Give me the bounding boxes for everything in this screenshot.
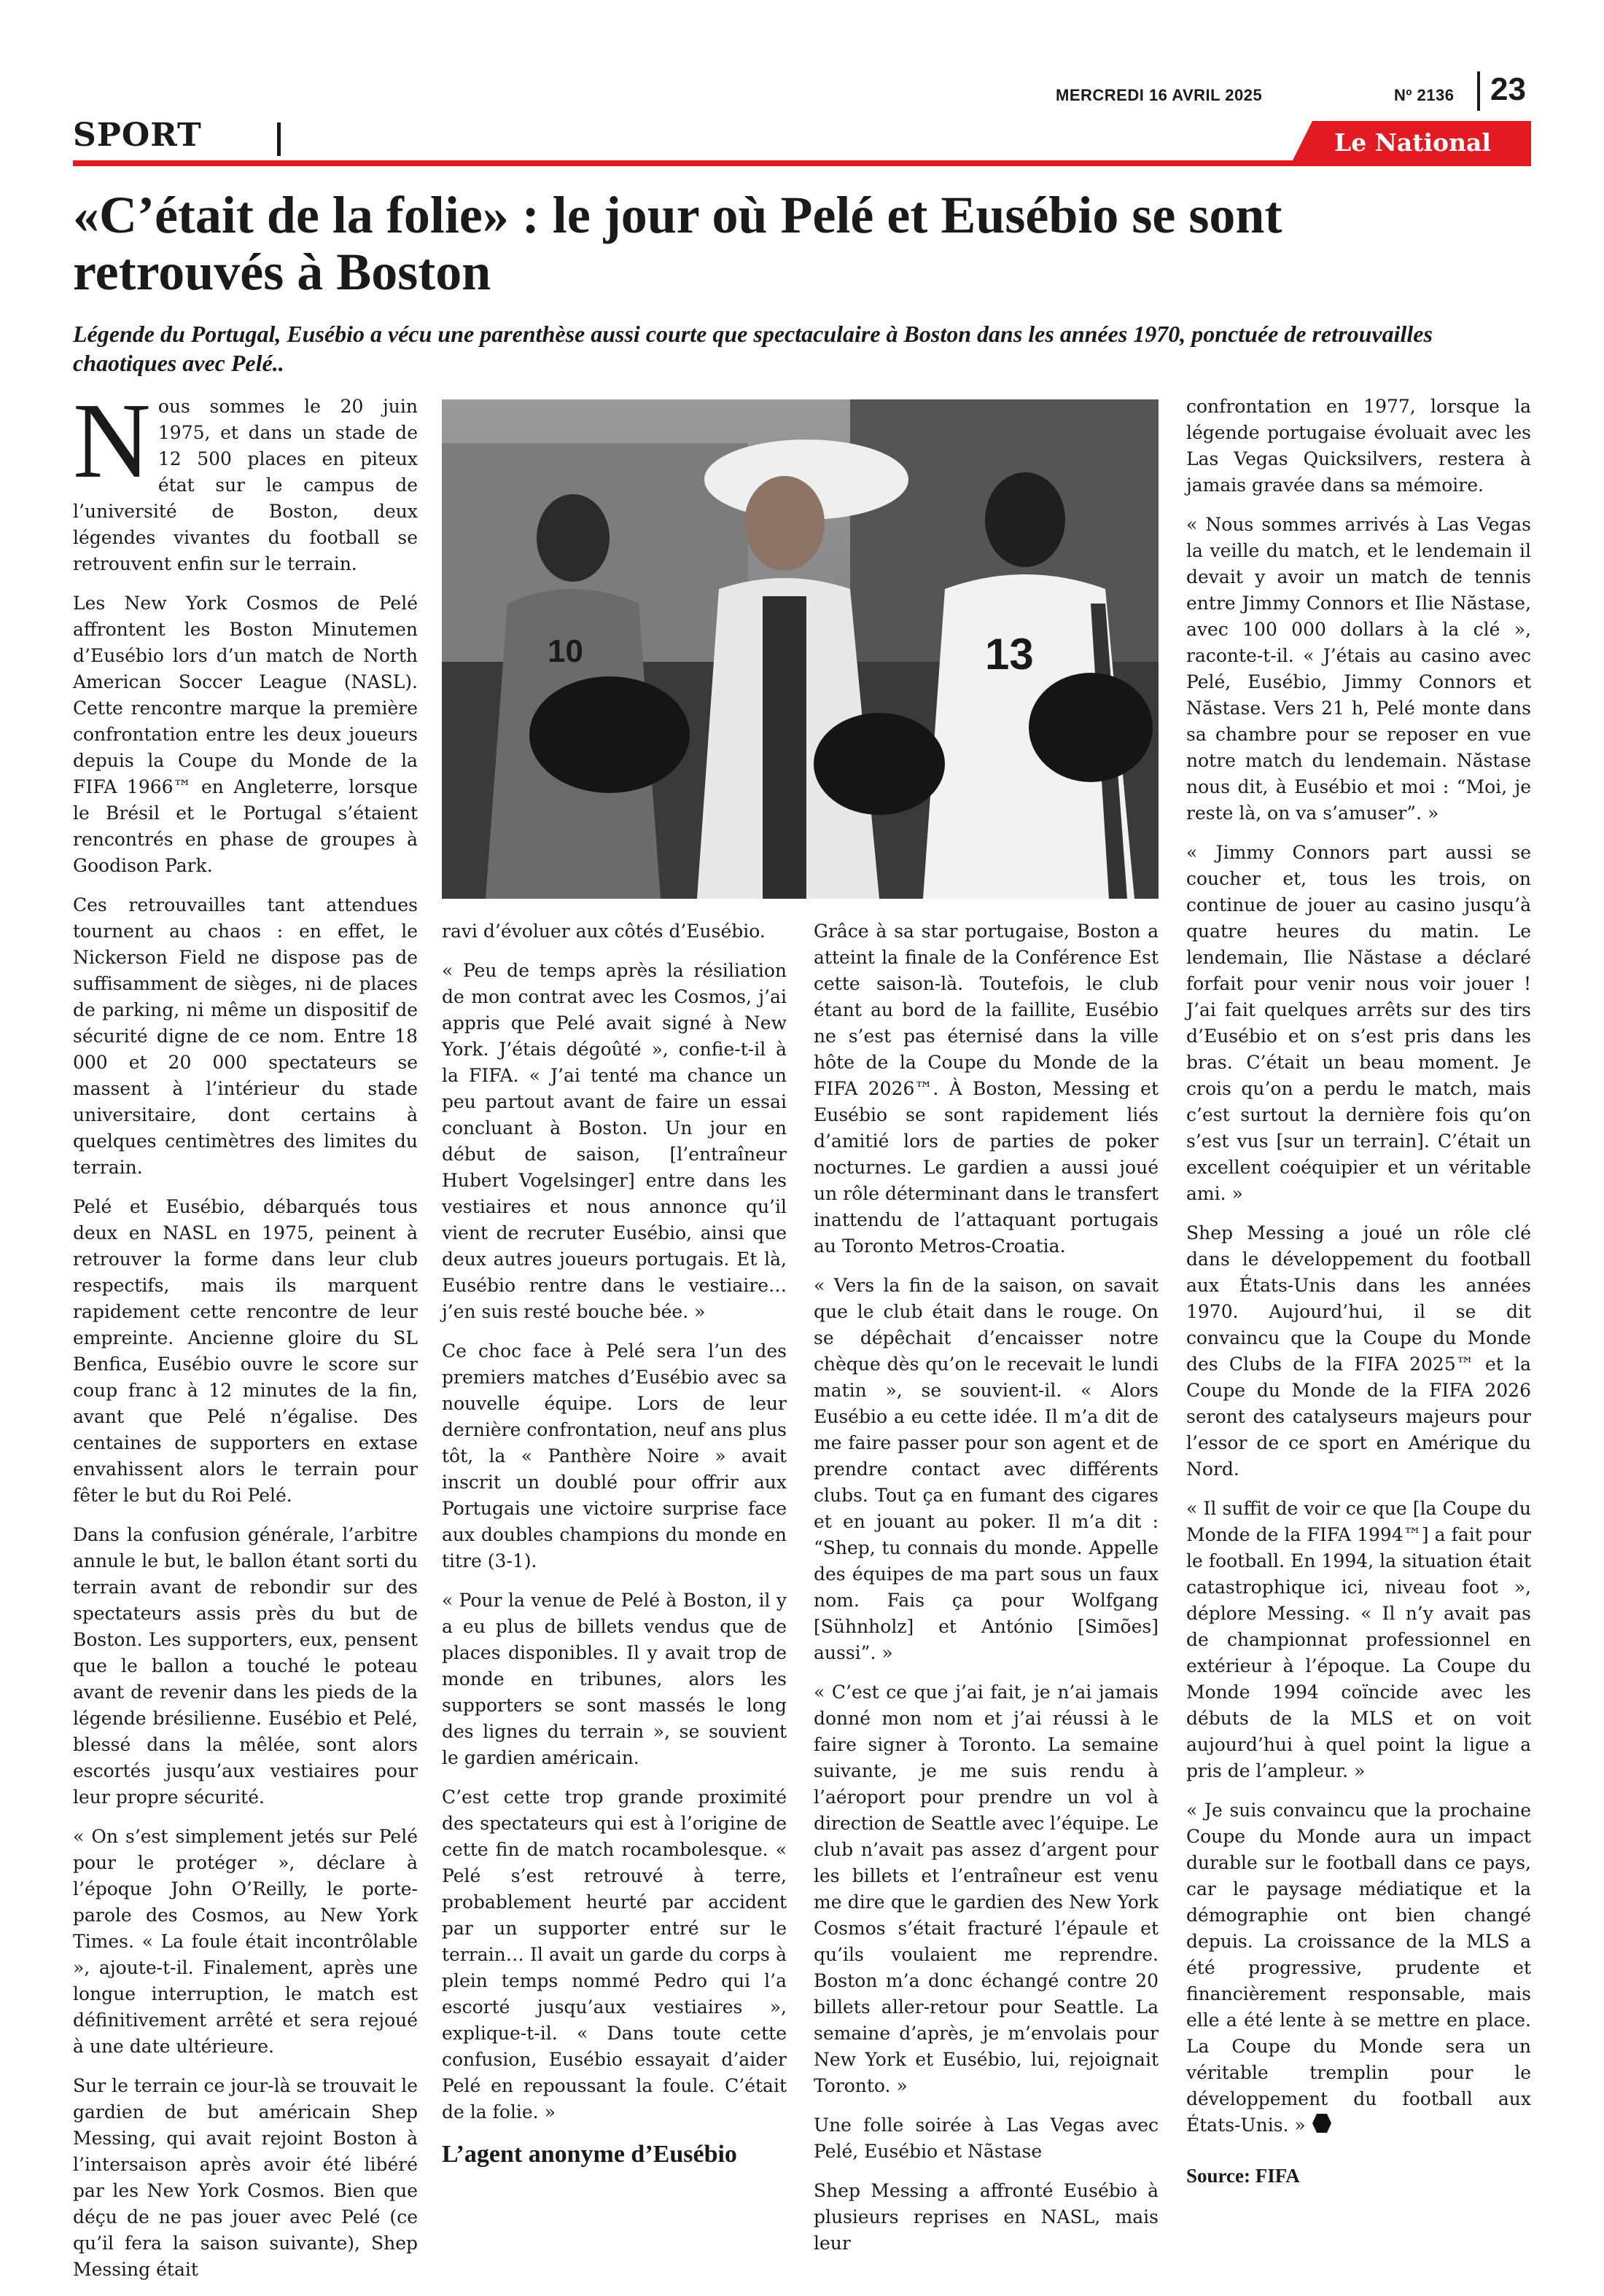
article-chapo: Légende du Portugal, Eusébio a vécu une parenthèse aussi courte que spectaculaire à Boston dans les années 1970, ponctuée de retrouvailles chaotiques avec Pelé..	[73, 321, 1433, 376]
column-2	[442, 918, 787, 2178]
paragraph: Pelé et Eusébio, débarqués tous deux en NASL en 1975, peinent à retrouver la forme dans leur club respectifs, mais ils marquent rapidement cette rencontre de leur empreinte. Ancienne gloire du SL Benfica, Eusébio ouvre le score sur coup franc à 12 minutes de la fin, avant que Pelé n’égalise. Des centaines de supporters en extase envahissent alors le terrain pour fêter le but du Roi Pelé.	[73, 1196, 418, 1506]
article-title-line-2: retrouvés à Boston	[73, 243, 491, 301]
paragraph: « Pour la venue de Pelé à Boston, il y a eu plus de billets vendus que de places disponibles. Il y avait trop de monde en tribunes, alors les supporters se sont massés le long des lignes du terrain », se souvient le gardien américain.	[442, 1590, 787, 1768]
article-title	[73, 187, 1531, 300]
paragraph: confrontation en 1977, lorsque la légende portugaise évoluait avec les Las Vegas Quicksilvers, restera à jamais gravée dans sa mémoire.	[1186, 396, 1531, 496]
column-3	[814, 918, 1159, 2270]
issue-number: Nº 2136	[1394, 86, 1455, 104]
article-photo	[442, 399, 1159, 899]
brand-name: Le National	[1334, 128, 1491, 157]
paragraph: « Il suffit de voir ce que [la Coupe du Monde de la FIFA 1994™] a fait pour le football. En 1994, la situation était catastrophique ici, niveau foot », déplore Messing. « Il n’y avait pas de championnat professionnel en extérieur à l’époque. La Coupe du Monde 1994 coïncide avec les débuts de la MLS et on voit aujourd’hui à quel point la ligue a pris de l’ampleur. »	[1186, 1498, 1531, 1781]
photo-illustration	[442, 399, 1159, 899]
paragraph: « C’est ce que j’ai fait, je n’ai jamais donné mon nom et j’ai réussi à le faire signer à Toronto. La semaine suivante, je me suis rendu à l’aéroport pour prendre un vol à direction de Seattle avec l’équipe. Le club n’avait pas assez d’argent pour les billets et l’entraîneur est venu me dire que le gardien des New York Cosmos s’était fracturé l’épaule et qu’ils voulaient me reprendre. Boston m’a donc échangé contre 20 billets aller-retour pour Seattle. La semaine d’après, je m’envolais pour New York et Eusébio, lui, rejoignait Toronto. »	[814, 1682, 1159, 2096]
paragraph-1: Nous sommes le 20 juin 1975, et dans un stade de 12 500 places en piteux état sur le campus de l’université de Boston, deux légendes vivantes du football se retrouvent enfin sur le terrain.	[73, 381, 418, 574]
paragraph: « Nous sommes arrivés à Las Vegas la veille du match, et le lendemain il devait y avoir un match de tennis entre Jimmy Connors et Ilie Năstase, avec 100 000 dollars à la clé », raconte-t-il. « J’étais au casino avec Pelé, Eusébio, Jimmy Connors et Năstase. Vers 21 h, Pelé monte dans sa chambre pour se reposer en vue notre match du lendemain. Năstase nous dit, à Eusébio et moi : “Moi, je reste là, on va s’amuser”. »	[1186, 514, 1531, 824]
header-rule	[73, 160, 1531, 166]
page-number-divider	[1477, 71, 1480, 111]
section-divider	[277, 122, 281, 156]
paragraph: « Vers la fin de la saison, on savait que le club était dans le rouge. On se dépêchait d’encaisser notre chèque dès qu’on le recevait le lundi matin », se souvient-il. « Alors Eusébio a eu cette idée. Il m’a dit de me faire passer pour son agent et de prendre contact avec différents clubs. Tout ça en fumant des cigares et en jouant au poker. Il m’a dit : “Shep, tu connais du monde. Appelle des équipes de ma part sous un faux nom. Fais ça pour Wolfgang [Sühnholz] et António [Simões] aussi”. »	[814, 1275, 1159, 1663]
page-number: 23	[1490, 71, 1526, 107]
section-title: SPORT	[73, 117, 202, 154]
issue-date: MERCREDI 16 AVRIL 2025	[1056, 86, 1263, 104]
end-mark-icon	[1312, 2113, 1332, 2141]
jersey-number-left: 10	[548, 633, 583, 669]
paragraph: Les New York Cosmos de Pelé affrontent les Boston Minutemen d’Eusébio lors d’un match de North American Soccer League (NASL). Cette rencontre marque la première confrontation entre les deux joueurs depuis la Coupe du Monde de la FIFA 1966™ en Angleterre, lorsque le Brésil et le Portugal s’étaient rencontrés en phase de groupes à Goodison Park.	[73, 593, 418, 876]
paragraph: ravi d’évoluer aux côtés d’Eusébio.	[442, 921, 766, 942]
jersey-number-right: 13	[985, 630, 1034, 679]
paragraph: « Jimmy Connors part aussi se coucher et, tous les trois, on continue de jouer au casino jusqu’à quatre heures du matin. Le lendemain, Ilie Năstase a déclaré forfait pour venir nous voir jouer ! J’ai fait quelques arrêts sur des tirs d’Eusébio et on s’est pris dans les bras. C’était un beau moment. Je crois qu’on a perdu le match, mais c’est surtout la dernière fois qu’on s’est vus [sur un terrain]. C’était un excellent coéquipier et un véritable ami. »	[1186, 842, 1531, 1204]
paragraph: « Peu de temps après la résiliation de mon contrat avec les Cosmos, j’ai appris que Pelé avait signé à New York. J’étais dégoûté », confie-t-il à la FIFA. « J’ai tenté ma chance un peu partout avant de faire un essai concluant à Boston. Un jour en début de saison, [l’entraîneur Hubert Vogelsinger] entre dans les vestiaires et nous annonce qu’il vient de recruter Eusébio, ainsi que deux autres joueurs portugais. Et là, Eusébio rentre dans le vestiaire… j’en suis resté bouche bée. »	[442, 960, 787, 1322]
subheading: Une folle soirée à Las Vegas avec Pelé, Eusébio et Nãstase	[814, 2115, 1159, 2162]
paragraph: « On s’est simplement jetés sur Pelé pour le protéger », déclare à l’époque John O’Reilly, le porte-parole des Cosmos, au New York Times. « La foule était incontrôlable », ajoute-t-il. Finalement, après une longue interruption, le match est définitivement arrêté et sera rejoué à une date ultérieure.	[73, 1826, 418, 2057]
paragraph: Shep Messing a joué un rôle clé dans le développement du football aux États-Unis dans les années 1970. Aujourd’hui, il se dit convaincu que la Coupe du Monde des Clubs de la FIFA 2025™ et la Coupe du Monde de la FIFA 2026 seront des catalyseurs majeurs pour l’essor de ce sport en Amérique du Nord.	[1186, 1222, 1531, 1480]
subheading: L’agent anonyme d’Eusébio	[442, 2141, 737, 2168]
paragraph: Dans la confusion générale, l’arbitre annule le but, le ballon étant sorti du terrain avant de rebondir sur des spectateurs assis près du but de Boston. Les supporters, eux, pensent que le ballon a touché le poteau avant de revenir dans les pieds de la légende brésilienne. Eusébio et Pelé, blessé dans la mêlée, sont alors escortés jusqu’aux vestiaires pour leur propre sécurité.	[73, 1524, 418, 1808]
paragraph: C’est cette trop grande proximité des spectateurs qui est à l’origine de cette fin de match rocambolesque. « Pelé s’est retrouvé à terre, probablement heurté par accident par un supporter entré sur le terrain… Il avait un garde du corps à plein temps nommé Pedro qui l’a escorté jusqu’aux vestiaires », explique-t-il. « Dans toute cette confusion, Eusébio essayait d’aider Pelé en repoussant la foule. C’était de la folie. »	[442, 1787, 787, 2123]
paragraph: Ces retrouvailles tant attendues tournent au chaos : en effet, le Nickerson Field ne dispose pas de suffisamment de sièges, ni de places de parking, ni même un dispositif de sécurité digne de ce nom. Entre 18 000 et 20 000 spectateurs se massent à l’intérieur du stade universitaire, dont certains à quelques centimètres des limites du terrain.	[73, 894, 418, 1178]
article-title-line-1: «C’était de la folie» : le jour où Pelé et Eusébio se sont	[73, 186, 1282, 244]
article-source: Source: FIFA	[1186, 2164, 1300, 2187]
paragraph: « Je suis convaincu que la prochaine Coupe du Monde aura un impact durable sur le football dans ce pays, car le paysage médiatique et la démographie ont bien changé depuis. La croissance de la MLS a été progressive, prudente et financièrement responsable, mais elle a été lente à se mettre en place. La Coupe du Monde sera un véritable tremplin pour le développement du football aux États-Unis. »	[1186, 1797, 1531, 2141]
paragraph: Sur le terrain ce jour-là se trouvait le gardien de but américain Shep Messing, qui avait rejoint Boston à l’intersaison après avoir été libéré par les New York Cosmos. Bien que déçu de ne pas jouer avec Pelé (ce qu’il fera la saison suivante), Shep Messing était	[73, 2075, 418, 2280]
column-4	[1186, 394, 1531, 2189]
drop-cap: N	[73, 381, 151, 501]
paragraph: Ce choc face à Pelé sera l’un des premiers matches d’Eusébio avec sa nouvelle équipe. Lors de leur dernière confrontation, neuf ans plus tôt, la « Panthère Noire » avait inscrit un doublé pour offrir aux Portugais une victoire surprise face aux doubles champions du monde en titre (3-1).	[442, 1340, 787, 1571]
paragraph: Shep Messing a affronté Eusébio à plusieurs reprises en NASL, mais leur	[814, 2180, 1159, 2254]
column-1	[73, 381, 418, 2296]
paragraph: Grâce à sa star portugaise, Boston a atteint la finale de la Conférence Est cette saison-là. Toutefois, le club étant au bord de la faillite, Eusébio ne s’est pas éternisé dans la ville hôte de la Coupe du Monde de la FIFA 2026™. À Boston, Messing et Eusébio se sont rapidement liés d’amitié lors de parties de poker nocturnes. Le gardien a aussi joué un rôle déterminant dans le transfert inattendu de l’attaquant portugais au Toronto Metros-Croatia.	[814, 921, 1159, 1257]
